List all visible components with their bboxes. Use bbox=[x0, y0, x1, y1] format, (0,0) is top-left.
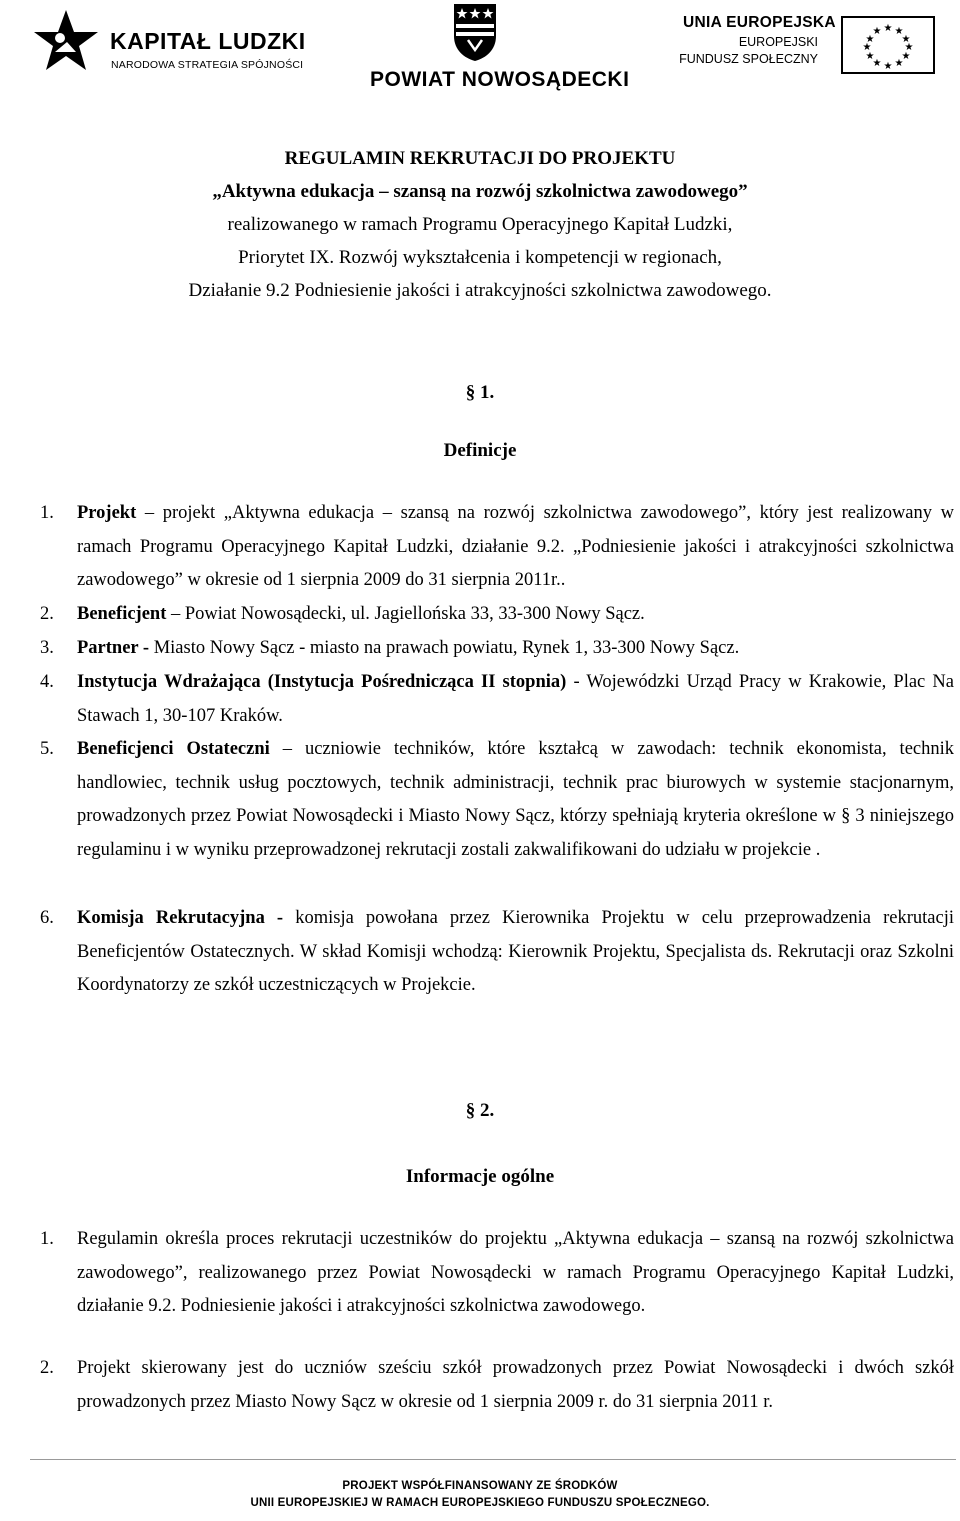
definition-text: Miasto Nowy Sącz - miasto na prawach powiatu, Rynek 1, 33-300 Nowy Sącz. bbox=[149, 638, 740, 658]
item-number: 1. bbox=[40, 1229, 54, 1249]
definition-term: Komisja Rekrutacyjna - bbox=[77, 908, 284, 928]
list-item-text: Projekt skierowany jest do uczniów sześciu szkół prowadzonych przez Powiat Nowosądecki i dwóch szkół prowadzonych przez Miasto Nowy Sącz w okresie od 1 sierpnia 2009 r. do 31 sierpnia 2011 r. bbox=[77, 1358, 954, 1412]
svg-text:★: ★ bbox=[872, 58, 882, 69]
page-footer bbox=[0, 1478, 960, 1512]
eu-flag-icon bbox=[841, 16, 935, 74]
title-line-1: REGULAMIN REKRUTACJI DO PROJEKTU bbox=[284, 148, 676, 169]
powiat-name: POWIAT NOWOSĄDECKI bbox=[370, 68, 630, 91]
section-1-heading: Definicje bbox=[443, 440, 517, 461]
title-line-2: „Aktywna edukacja – szansą na rozwój szkolnictwa zawodowego” bbox=[212, 181, 748, 202]
definition-item bbox=[40, 902, 954, 1003]
kapital-ludzki-logo bbox=[30, 8, 306, 74]
definition-term: Beneficjent bbox=[77, 604, 167, 624]
powiat-crest-icon bbox=[452, 2, 498, 62]
svg-text:★: ★ bbox=[865, 34, 875, 45]
section-2-heading: Informacje ogólne bbox=[405, 1166, 555, 1187]
definition-text: komisja powołana przez Kierownika Projektu w celu przeprowadzenia rekrutacji Beneficjentów Ostatecznych. W skład Komisji wchodzą: Kierownik Projektu, Specjalista ds. Rekrutacji oraz Szkolni Koordynatorzy ze szkół uczestniczących w Projekcie. bbox=[77, 908, 954, 995]
svg-text:★: ★ bbox=[901, 34, 911, 45]
definition-item bbox=[40, 497, 954, 598]
title-line-5: Działanie 9.2 Podniesienie jakości i atrakcyjności szkolnictwa zawodowego. bbox=[188, 280, 772, 301]
svg-text:★: ★ bbox=[904, 42, 914, 53]
kapital-ludzki-star-icon bbox=[30, 8, 102, 74]
page-header bbox=[0, 0, 960, 110]
footer-line-1: PROJEKT WSPÓŁFINANSOWANY ZE ŚRODKÓW bbox=[342, 1480, 618, 1492]
definition-item bbox=[40, 598, 954, 632]
list-item bbox=[40, 1223, 954, 1324]
kapital-ludzki-subtitle: NARODOWA STRATEGIA SPÓJNOŚCI bbox=[111, 59, 304, 71]
definition-text: – Powiat Nowosądecki, ul. Jagiellońska 33, 33-300 Nowy Sącz. bbox=[166, 604, 645, 624]
powiat-nowosadecki-logo bbox=[370, 2, 630, 94]
footer-divider bbox=[30, 1459, 956, 1460]
title-line-4: Priorytet IX. Rozwój wykształcenia i kompetencji w regionach, bbox=[238, 247, 722, 268]
section-1-symbol: § 1. bbox=[465, 382, 495, 403]
definition-term: Partner - bbox=[77, 638, 150, 658]
item-number: 4. bbox=[40, 672, 54, 692]
list-item bbox=[40, 1352, 954, 1419]
item-number: 3. bbox=[40, 638, 54, 658]
definition-text: – uczniowie techników, które kształcą w zawodach: technik ekonomista, technik handlowiec, technik usług pocztowych, technik administracji, technik prac biurowych w systemie stacjonarnym, prowadzonych przez Powiat Nowosądecki i Miasto Nowy Sącz, którzy spełniają kryteria określone w § 3 niniejszego regulaminu i w wyniku przeprowadzonej rekrutacji zostali zakwalifikowani do udziału w projekcie . bbox=[77, 739, 955, 860]
definition-text: – projekt „Aktywna edukacja – szansą na rozwój szkolnictwa zawodowego”, który jest realizowany w ramach Programu Operacyjnego Kapitał Ludzki, działanie 9.2. „Podniesienie jakości i atrakcyjności szkolnictwa zawodowego” w okresie od 1 sierpnia 2009 do 31 sierpnia 2011r.. bbox=[77, 503, 954, 590]
title-line-3: realizowanego w ramach Programu Operacyjnego Kapitał Ludzki, bbox=[227, 214, 733, 235]
ue-line3: FUNDUSZ SPOŁECZNY bbox=[679, 52, 818, 66]
footer-line-2: UNII EUROPEJSKIEJ W RAMACH EUROPEJSKIEGO FUNDUSZU SPOŁECZNEGO. bbox=[250, 1497, 710, 1509]
item-number: 2. bbox=[40, 604, 54, 624]
svg-text:★: ★ bbox=[862, 42, 872, 53]
definition-term: Instytucja Wdrażająca (Instytucja Pośrednicząca II stopnia) bbox=[77, 672, 567, 692]
kapital-ludzki-name: KAPITAŁ LUDZKI bbox=[110, 28, 306, 54]
item-number: 6. bbox=[40, 908, 54, 928]
svg-text:★: ★ bbox=[883, 61, 893, 72]
item-number: 2. bbox=[40, 1358, 54, 1378]
unia-europejska-logo bbox=[679, 14, 933, 74]
definition-item bbox=[40, 632, 954, 666]
section-2-symbol: § 2. bbox=[465, 1100, 495, 1121]
svg-text:★: ★ bbox=[883, 23, 893, 34]
item-number: 1. bbox=[40, 503, 54, 523]
definition-term: Beneficjenci Ostateczni bbox=[77, 739, 270, 759]
svg-text:★: ★ bbox=[872, 26, 882, 37]
definition-term: Projekt bbox=[77, 503, 137, 523]
definition-text: - Wojewódzki Urząd Pracy w Krakowie, Plac Na Stawach 1, 30-107 Kraków. bbox=[77, 672, 954, 726]
svg-text:★: ★ bbox=[865, 51, 875, 62]
ue-title: UNIA EUROPEJSKA bbox=[683, 14, 836, 31]
list-item-text: Regulamin określa proces rekrutacji uczestników do projektu „Aktywna edukacja – szansą na rozwój szkolnictwa zawodowego”, realizowanego przez Powiat Nowosądecki w ramach Programu Operacyjnego Kapitał Ludzki, działanie 9.2. Podniesienie jakości i atrakcyjności szkolnictwa zawodowego. bbox=[77, 1229, 954, 1316]
ue-line2: EUROPEJSKI bbox=[738, 35, 818, 49]
svg-text:★: ★ bbox=[894, 26, 904, 37]
item-number: 5. bbox=[40, 739, 54, 759]
svg-text:★: ★ bbox=[901, 51, 911, 62]
definition-item bbox=[40, 666, 954, 733]
document-title bbox=[0, 142, 960, 307]
definition-item bbox=[40, 733, 954, 867]
svg-text:★: ★ bbox=[894, 58, 904, 69]
